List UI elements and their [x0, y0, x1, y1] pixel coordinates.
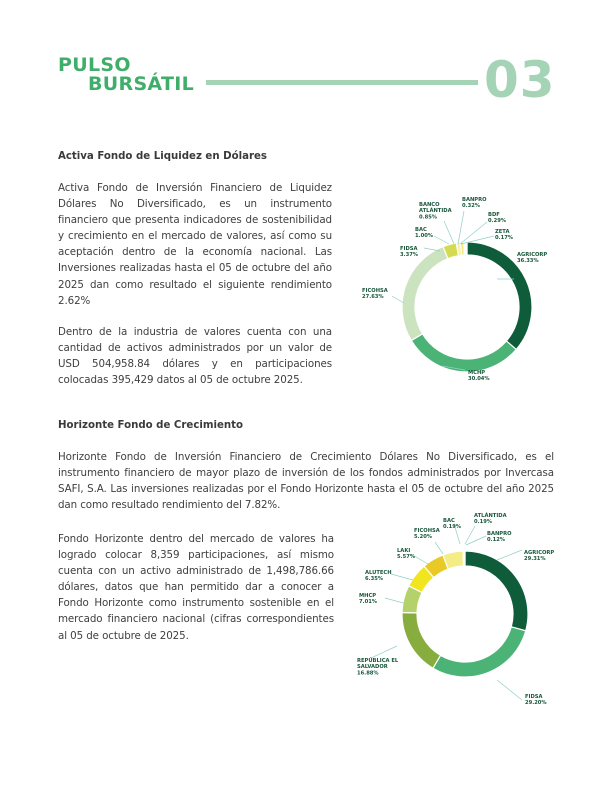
page-number: 03 [484, 51, 556, 109]
section2-paragraph2: Fondo Horizonte dentro del mercado de valores ha logrado colocar 8,359 participaciones, así mismo cuenta con un activo administrado de 1,498,786.66 dólares, datos que han permitido dar a conocer a Fondo Horizonte como instrumento sostenible en el mercado financiero nacional (cifras correspondientes al 05 de octubre de 2025. [58, 533, 334, 642]
slice-label: AGRICORP 36.33% [517, 252, 548, 265]
donut-slice-fidsa [433, 627, 526, 677]
slice-label: ATLÁNTIDA 0.19% [474, 513, 507, 526]
donut-chart-horizonte-svg [357, 510, 557, 710]
slice-label: LAKI 5.57% [397, 548, 415, 561]
callout-line [497, 550, 522, 560]
slice-label: AGRICORP 29.31% [524, 550, 555, 563]
brand-line-2: BURSÁTIL [88, 73, 194, 95]
slice-label: REPÚBLICA EL SALVADOR 16.88% [357, 658, 399, 677]
slice-label: BANPRO 0.32% [462, 197, 487, 210]
donut-chart-activa-svg [362, 194, 562, 384]
page-header [58, 51, 558, 109]
slice-label: BANCO ATLÁNTIDA 0.85% [419, 202, 452, 221]
slice-label: ZETA 0.17% [495, 229, 513, 242]
section1-paragraph1: Activa Fondo de Inversión Financiero de Liquidez Dólares No Diversificado, es un instrumento financiero que presenta indicadores de sostenibilidad y crecimiento en el mercado de valores, así como su aceptación dentro de la economía nacional. Las Inversiones realizadas hasta el 05 de octubre del año 2025 dan como resultado el siguiente rendimiento 2.62% [58, 182, 332, 307]
donut-chart-horizonte [357, 510, 557, 710]
section2-paragraph1: Horizonte Fondo de Inversión Financiero de Crecimiento Dólares No Diversificado, es el instrumento financiero de mayor plazo de inversión de los fondos administrados por Invercasa SAFI, S.A. Las inversiones realizadas por el Fondo Horizonte hasta el 05 de octubre del año 2025 dan como resultado rendimiento del 7.82%. [58, 451, 554, 512]
section1-title: Activa Fondo de Liquidez en Dólares [58, 151, 267, 162]
slice-label: BAC 0.19% [443, 518, 461, 531]
callout-line [371, 646, 397, 658]
callout-line [435, 542, 443, 554]
header-divider [206, 80, 478, 85]
slice-label: FIDSA 3.37% [400, 246, 418, 259]
donut-slice-agricorp [465, 551, 528, 631]
slice-label: BAC 1.00% [415, 227, 433, 240]
slice-label: FICOHSA 27.63% [362, 288, 388, 301]
donut-chart-activa [362, 194, 562, 384]
slice-label: BANPRO 0.12% [487, 531, 512, 544]
slice-label: MHCP 7.01% [359, 593, 377, 606]
slice-label: MCHP 30.04% [468, 370, 490, 383]
brand-logo [58, 56, 194, 94]
callout-line [458, 211, 464, 244]
slice-label: BDF 0.29% [488, 212, 506, 225]
brand-line-1: PULSO [58, 54, 131, 76]
slice-label: FIDSA 29.20% [525, 694, 547, 707]
callout-line [391, 574, 413, 580]
section1-paragraph2: Dentro de la industria de valores cuenta con una cantidad de activos administrados por un valor de USD 504,958.84 dólares y en participaciones colocadas 395,429 datos al 05 de octubre 2025. [58, 326, 332, 387]
donut-slice-ficohsa [402, 247, 448, 341]
donut-slice-mchp [411, 334, 516, 372]
donut-slice-zeta [466, 242, 467, 255]
section2-title: Horizonte Fondo de Crecimiento [58, 420, 244, 431]
slice-label: FICOHSA 5.20% [414, 528, 440, 541]
slice-label: ALUTECH 6.35% [365, 570, 392, 583]
donut-slice-rep-blica-el-salvador [402, 613, 441, 669]
callout-line [497, 680, 522, 700]
callout-line [434, 236, 449, 244]
callout-line [444, 221, 454, 244]
